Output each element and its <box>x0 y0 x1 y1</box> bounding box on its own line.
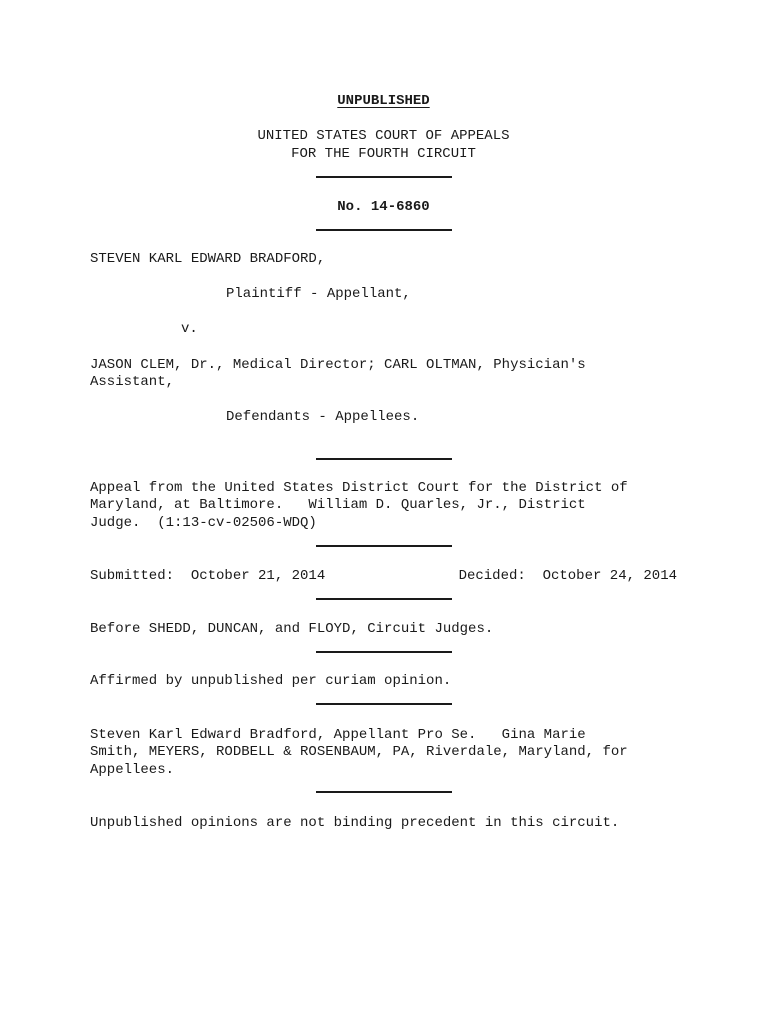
versus: v. <box>181 321 198 337</box>
precedent-notice: Unpublished opinions are not binding precedent in this circuit. <box>90 815 620 831</box>
publication-status: UNPUBLISHED <box>337 93 430 109</box>
counsel-line2: Smith, MEYERS, RODBELL & ROSENBAUM, PA, Riverdale, Maryland, for <box>90 744 628 760</box>
appeal-line1: Appeal from the United States District Court for the District of <box>90 480 628 496</box>
disposition: Affirmed by unpublished per curiam opinion. <box>90 673 452 689</box>
court-name-line1: UNITED STATES COURT OF APPEALS <box>257 128 510 144</box>
counsel-line3: Appellees. <box>90 762 175 778</box>
appeal-line2: Maryland, at Baltimore. William D. Quarles, Jr., District <box>90 497 586 513</box>
counsel-line1: Steven Karl Edward Bradford, Appellant Pro Se. Gina Marie <box>90 727 586 743</box>
plaintiff-name: STEVEN KARL EDWARD BRADFORD, <box>90 251 326 267</box>
divider <box>316 703 452 705</box>
defendants-line1: JASON CLEM, Dr., Medical Director; CARL OLTMAN, Physician's <box>90 357 586 373</box>
divider <box>316 458 452 460</box>
appeal-line3: Judge. (1:13-cv-02506-WDQ) <box>90 515 317 531</box>
defendants-role: Defendants - Appellees. <box>226 409 420 425</box>
plaintiff-role: Plaintiff - Appellant, <box>226 286 411 302</box>
divider <box>316 229 452 231</box>
dates-row <box>90 568 677 586</box>
divider <box>316 545 452 547</box>
divider <box>316 598 452 600</box>
panel-judges: Before SHEDD, DUNCAN, and FLOYD, Circuit Judges. <box>90 621 494 637</box>
decided-date: Decided: October 24, 2014 <box>458 568 677 584</box>
divider <box>316 791 452 793</box>
case-number: No. 14-6860 <box>337 199 430 215</box>
defendants-line2: Assistant, <box>90 374 175 390</box>
divider <box>316 176 452 178</box>
submitted-date: Submitted: October 21, 2014 <box>90 568 326 584</box>
divider <box>316 651 452 653</box>
court-name-line2: FOR THE FOURTH CIRCUIT <box>291 146 476 162</box>
